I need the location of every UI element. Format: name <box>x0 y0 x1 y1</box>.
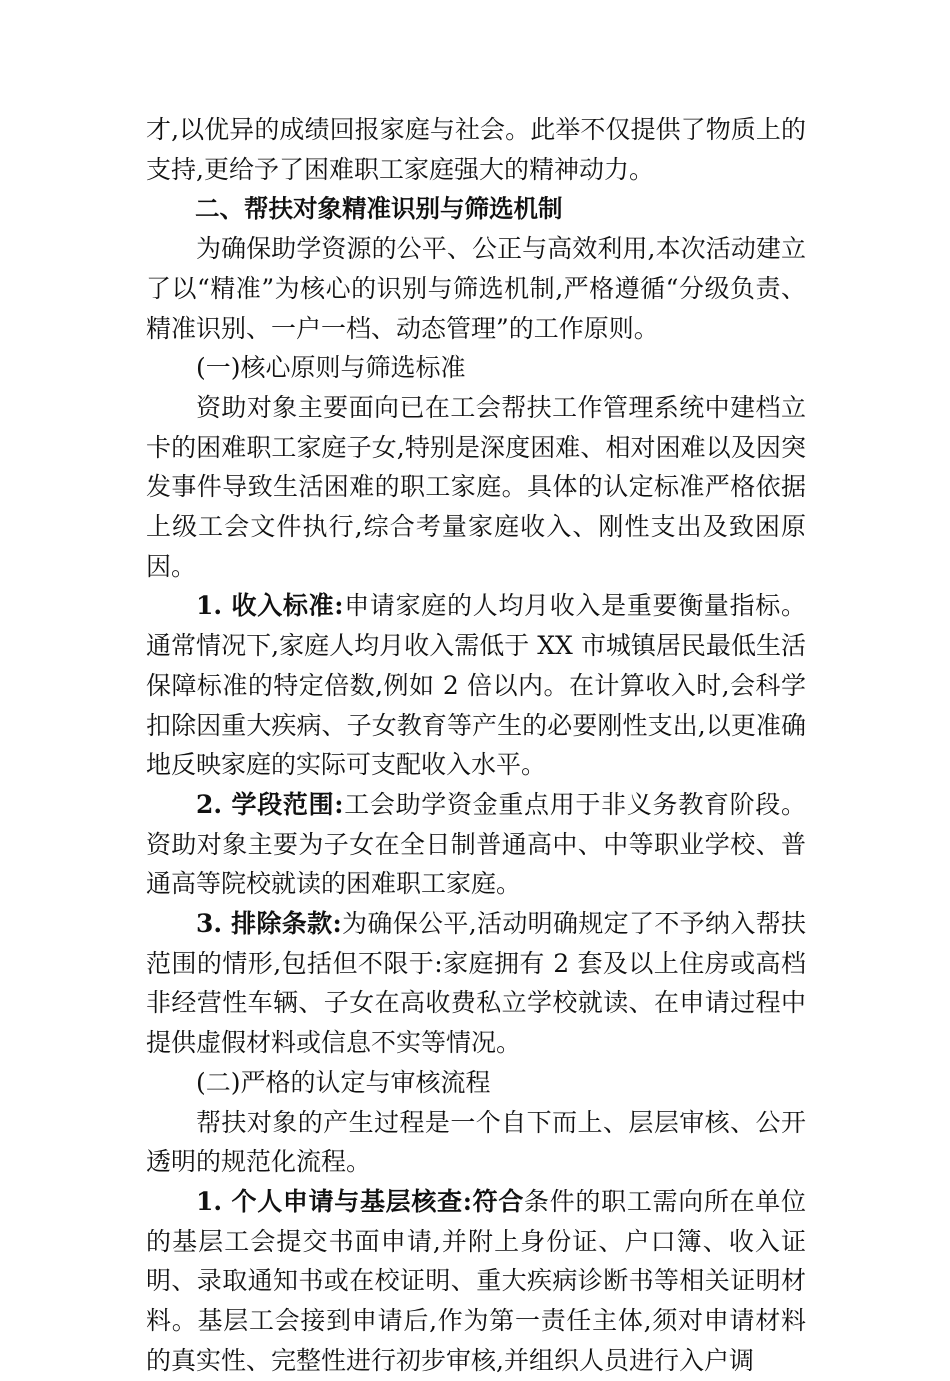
list-item-lead: 1. 收入标准: <box>196 591 344 621</box>
paragraph-intro: 为确保助学资源的公平、公正与高效利用,本次活动建立了以“精准”为核心的识别与筛选机制,严格遵循“分级负责、精准识别、一户一档、动态管理”的工作原则。 <box>146 234 806 343</box>
list-item-exclusion <box>146 904 806 1063</box>
list-item-text: 工会助学资金重点用于非义务教育阶段。资助对象主要为子女在全日制普通高中、中等职业学校、普通高等院校就读的困难职工家庭。 <box>146 789 806 899</box>
list-item-text: 条件的职工需向所在单位的基层工会提交书面申请,并附上身份证、户口簿、收入证明、录取通知书或在校证明、重大疾病诊断书等相关证明材料。基层工会接到申请后,作为第一责任主体,须对申请材料的真实性、完整性进行初步审核,并组织人员进行入户调 <box>146 1186 806 1375</box>
list-item-text: 为确保公平,活动明确规定了不予纳入帮扶范围的情形,包括但不限于:家庭拥有 2 套及以上住房或高档非经营性车辆、子女在高收费私立学校就读、在申请过程中提供虚假材料或信息不实等情况。 <box>146 909 806 1058</box>
list-item-application <box>146 1182 806 1381</box>
subheading-2: (二)严格的认定与审核流程 <box>196 1067 491 1097</box>
list-item-lead: 2. 学段范围: <box>196 789 344 819</box>
document-page <box>146 110 806 1381</box>
list-item-text: 申请家庭的人均月收入是重要衡量指标。通常情况下,家庭人均月收入需低于 XX 市城镇居民最低生活保障标准的特定倍数,例如 2 倍以内。在计算收入时,会科学扣除因重大疾病、子女教育等产生的必要刚性支出,以更准确地反映家庭的实际可支配收入水平。 <box>146 591 806 780</box>
paragraph-process: 帮扶对象的产生过程是一个自下而上、层层审核、公开透明的规范化流程。 <box>146 1107 806 1177</box>
paragraph-continuation: 才,以优异的成绩回报家庭与社会。此举不仅提供了物质上的支持,更给予了困难职工家庭强大的精神动力。 <box>146 115 806 184</box>
paragraph-target: 资助对象主要面向已在工会帮扶工作管理系统中建档立卡的困难职工家庭子女,特别是深度困难、相对困难以及因突发事件导致生活困难的职工家庭。具体的认定标准严格依据上级工会文件执行,综合考量家庭收入、刚性支出及致困原因。 <box>146 392 806 581</box>
subheading-1: (一)核心原则与筛选标准 <box>196 353 466 383</box>
list-item-lead: 3. 排除条款: <box>196 909 342 939</box>
list-item-stage <box>146 785 806 904</box>
section-heading-2: 二、帮扶对象精准识别与筛选机制 <box>195 194 563 224</box>
list-item-lead: 1. 个人申请与基层核查:符合 <box>196 1186 525 1216</box>
list-item-income <box>146 586 806 785</box>
